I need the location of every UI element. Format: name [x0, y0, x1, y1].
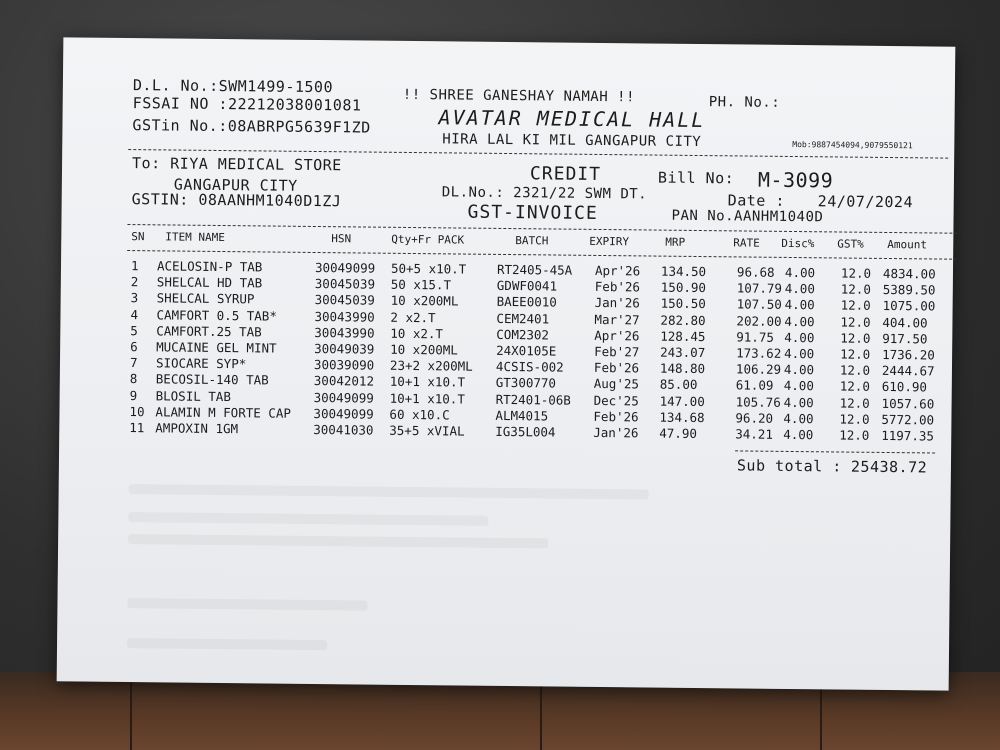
customer-city: GANGAPUR CITY: [173, 175, 298, 195]
row-qty-pack: 2 x2.T: [390, 309, 436, 325]
customer-name: To: RIYA MEDICAL STORE: [131, 154, 342, 175]
invoice-paper: [57, 37, 956, 690]
row-expiry: Mar'27: [594, 311, 640, 327]
divider: [735, 450, 935, 453]
row-hsn: 30043990: [314, 324, 375, 341]
row-amount: 1736.20: [882, 346, 935, 363]
row-gst: 12.0: [839, 378, 870, 395]
row-disc: 4.00: [783, 362, 815, 378]
row-gst: 12.0: [840, 281, 871, 298]
row-mrp: 150.50: [660, 296, 706, 312]
pan-number: PAN No.AANHM1040D: [671, 207, 824, 226]
fssai-number: FSSAI NO :22212038001081: [132, 94, 362, 115]
row-expiry: Feb'26: [594, 279, 641, 295]
subtotal-label: Sub total :: [736, 456, 842, 476]
subtotal-value: 25438.72: [850, 457, 928, 477]
row-amount: 4834.00: [882, 265, 936, 282]
row-item-name: BLOSIL TAB: [155, 387, 231, 404]
dl-number: D.L. No.:SWM1499-1500: [132, 76, 334, 97]
row-amount: 5389.50: [882, 282, 936, 298]
row-qty-pack: 23+2 x200ML: [389, 357, 473, 374]
row-batch: 4CSIS-002: [495, 359, 564, 375]
bleed-through: [128, 534, 548, 548]
row-hsn: 30043990: [314, 308, 375, 325]
row-qty-pack: 10+1 x10.T: [389, 374, 466, 390]
row-sn: 4: [130, 306, 139, 322]
row-gst: 12.0: [840, 330, 871, 346]
row-qty-pack: 10+1 x10.T: [389, 390, 465, 407]
row-item-name: ALAMIN M FORTE CAP: [155, 404, 292, 421]
blessing-line: !! SHREE GANESHAY NAMAH !!: [402, 86, 636, 106]
row-qty-pack: 35+5 xVIAL: [389, 422, 465, 439]
row-gst: 12.0: [840, 297, 871, 314]
row-expiry: Feb'27: [594, 343, 640, 360]
row-disc: 4.00: [784, 313, 815, 329]
row-expiry: Jan'26: [594, 295, 640, 311]
row-gst: 12.0: [839, 395, 870, 411]
row-disc: 4.00: [784, 345, 815, 362]
bleed-through: [129, 484, 649, 499]
row-amount: 1057.60: [881, 395, 935, 412]
row-gst: 12.0: [839, 362, 871, 378]
row-sn: 6: [130, 339, 138, 355]
row-qty-pack: 10 x2.T: [390, 325, 444, 342]
row-sn: 7: [129, 355, 138, 371]
row-hsn: 30039090: [313, 357, 375, 373]
row-item-name: AMPOXIN 1GM: [155, 420, 239, 437]
row-sn: 1: [130, 258, 139, 274]
row-expiry: Apr'26: [594, 327, 640, 344]
row-gst: 12.0: [840, 346, 871, 362]
row-sn: 3: [130, 290, 139, 306]
row-amount: 610.90: [881, 379, 928, 395]
row-item-name: BECOSIL-140 TAB: [155, 371, 269, 388]
row-mrp: 148.80: [659, 360, 706, 377]
bill-label: Bill No:: [657, 168, 735, 188]
row-mrp: 134.50: [660, 263, 707, 280]
bleed-through: [128, 512, 488, 526]
col-item-name: ITEM NAME: [165, 230, 225, 245]
row-rate: 202.00: [736, 313, 782, 329]
shop-gstin: GSTin No.:08ABRPG5639F1ZD: [132, 116, 371, 137]
row-item-name: CAMFORT.25 TAB: [156, 323, 262, 340]
row-batch: RT2401-06B: [495, 391, 571, 408]
row-gst: 12.0: [840, 265, 872, 281]
row-rate: 96.20: [735, 410, 774, 426]
row-rate: 105.76: [735, 394, 781, 410]
row-mrp: 147.00: [659, 393, 705, 409]
row-mrp: 243.07: [660, 344, 706, 361]
phone-label: PH. No.:: [708, 94, 781, 111]
row-hsn: 30045039: [314, 292, 375, 309]
row-qty-pack: 50+5 x10.T: [390, 260, 467, 277]
col-hsn: HSN: [331, 232, 352, 246]
row-expiry: Feb'26: [593, 360, 640, 376]
row-item-name: SIOCARE SYP*: [155, 355, 247, 372]
row-hsn: 30041030: [313, 421, 374, 438]
col-amount: Amount: [887, 237, 928, 252]
row-mrp: 150.90: [660, 279, 707, 296]
row-rate: 173.62: [736, 345, 782, 361]
date-label: Date :: [727, 191, 786, 210]
row-amount: 1197.35: [881, 427, 935, 444]
col-qty-pack: Qty+Fr PACK: [391, 232, 465, 247]
row-item-name: CAMFORT 0.5 TAB*: [156, 306, 277, 324]
col-disc: Disc%: [781, 236, 815, 251]
bleed-through: [127, 638, 327, 650]
col-gst: GST%: [837, 237, 864, 251]
row-rate: 34.21: [735, 426, 773, 442]
row-amount: 917.50: [882, 330, 928, 347]
row-hsn: 30049039: [314, 340, 375, 357]
col-rate: RATE: [733, 236, 760, 250]
row-hsn: 30049099: [314, 259, 376, 276]
col-sn: SN: [131, 230, 145, 244]
row-sn: 9: [129, 387, 138, 403]
row-batch: IG35L004: [495, 423, 556, 440]
row-rate: 107.79: [736, 280, 783, 297]
row-batch: ALM4015: [495, 407, 549, 424]
row-rate: 96.68: [736, 264, 775, 280]
invoice-type: CREDIT: [529, 163, 602, 185]
row-rate: 107.50: [736, 296, 782, 313]
invoice-title: GST-INVOICE: [467, 201, 598, 224]
row-disc: 4.00: [784, 281, 815, 297]
row-mrp: 85.00: [659, 377, 698, 393]
shop-mobile: Mob:9887454094,9079550121: [792, 139, 913, 151]
bill-number: M-3099: [757, 167, 834, 193]
row-disc: 4.00: [784, 297, 815, 313]
col-batch: BATCH: [515, 234, 549, 248]
row-item-name: SHELCAL SYRUP: [156, 290, 255, 307]
row-mrp: 282.80: [660, 312, 706, 328]
row-amount: 404.00: [882, 314, 928, 331]
invoice-date: 24/07/2024: [817, 192, 914, 212]
col-expiry: EXPIRY: [589, 234, 630, 249]
row-qty-pack: 10 x200ML: [390, 293, 459, 309]
row-disc: 4.00: [783, 378, 814, 394]
customer-gstin: GSTIN: 08AANHM1040D1ZJ: [131, 190, 342, 211]
row-hsn: 30045039: [314, 276, 376, 292]
row-amount: 2444.67: [881, 363, 935, 379]
row-qty-pack: 50 x15.T: [390, 276, 452, 293]
row-item-name: MUCAINE GEL MINT: [156, 339, 277, 356]
row-batch: GDWF0041: [496, 278, 558, 294]
row-mrp: 134.68: [659, 409, 705, 425]
row-gst: 12.0: [839, 427, 870, 443]
row-qty-pack: 60 x10.C: [389, 406, 450, 423]
row-expiry: Jan'26: [593, 424, 639, 441]
row-mrp: 47.90: [659, 425, 698, 442]
row-sn: 5: [130, 322, 138, 338]
row-expiry: Aug'25: [593, 376, 640, 392]
row-rate: 61.09: [735, 377, 774, 394]
row-expiry: Dec'25: [593, 392, 639, 408]
row-expiry: Apr'26: [594, 262, 641, 279]
row-batch: BAEE0010: [496, 294, 557, 310]
row-rate: 91.75: [736, 329, 775, 345]
row-batch: 24X0105E: [496, 342, 557, 359]
row-gst: 12.0: [840, 314, 871, 330]
row-disc: 4.00: [784, 264, 816, 281]
row-qty-pack: 10 x200ML: [390, 341, 458, 358]
row-disc: 4.00: [784, 329, 815, 346]
row-disc: 4.00: [783, 426, 814, 443]
row-batch: GT300770: [495, 375, 557, 391]
col-mrp: MRP: [665, 235, 686, 249]
row-batch: CEM2401: [496, 310, 550, 327]
row-sn: 8: [129, 371, 138, 387]
row-sn: 11: [129, 420, 145, 436]
shop-name: AVATAR MEDICAL HALL: [438, 105, 706, 133]
row-gst: 12.0: [839, 411, 870, 427]
row-sn: 10: [129, 403, 145, 420]
row-hsn: 30049099: [313, 405, 374, 422]
row-mrp: 128.45: [660, 328, 706, 344]
row-batch: COM2302: [496, 326, 550, 343]
row-item-name: ACELOSIN-P TAB: [156, 258, 263, 275]
shop-address: HIRA LAL KI MIL GANGAPUR CITY: [442, 131, 702, 151]
row-amount: 1075.00: [882, 298, 936, 314]
row-amount: 5772.00: [881, 411, 935, 428]
row-disc: 4.00: [783, 410, 814, 427]
row-batch: RT2405-45A: [496, 261, 573, 278]
row-expiry: Feb'26: [593, 408, 639, 425]
row-sn: 2: [130, 274, 139, 290]
row-disc: 4.00: [783, 394, 814, 410]
invoice-dl-number: DL.No.: 2321/22 SWM DT.: [441, 184, 648, 203]
bleed-through: [127, 598, 367, 611]
row-hsn: 30049099: [313, 389, 374, 406]
row-hsn: 30042012: [313, 373, 375, 390]
row-rate: 106.29: [735, 361, 782, 378]
row-item-name: SHELCAL HD TAB: [156, 274, 263, 291]
